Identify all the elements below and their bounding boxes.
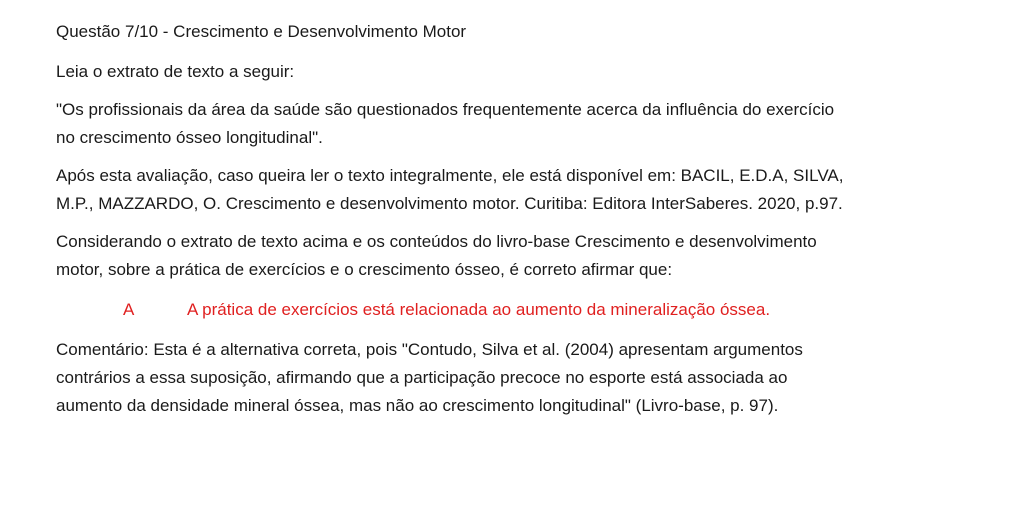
answer-option: [56, 296, 856, 324]
document-page: [56, 18, 856, 430]
answer-letter: A: [123, 300, 135, 319]
quote-text: "Os profissionais da área da saúde são questionados frequentemente acerca da influência do exercício no crescimento ósseo longitudinal".: [56, 100, 835, 147]
comment-text: Comentário: Esta é a alternativa correta, pois "Contudo, Silva et al. (2004) apresentam argumentos contrários a essa suposição, afirmando que a participação precoce no esporte está associada ao aumento da densidade mineral óssea, mas não ao crescimento longitudinal" (Livro-base, p. 97).: [56, 340, 803, 415]
question-text: Considerando o extrato de texto acima e os conteúdos do livro-base Crescimento e desenvolvimento motor, sobre a prática de exercícios e o crescimento ósseo, é correto afirmar que:: [56, 232, 817, 279]
reference-text: Após esta avaliação, caso queira ler o texto integralmente, ele está disponível em: BACIL, E.D.A, SILVA, M.P., MAZZARDO, O. Crescimento e desenvolvimento motor. Curitiba: Editora InterSaberes. 2020, p.97.: [56, 166, 844, 213]
question-title: Questão 7/10 - Crescimento e Desenvolvimento Motor: [56, 22, 467, 41]
answer-text: A prática de exercícios está relacionada ao aumento da mineralização óssea.: [187, 300, 771, 319]
intro-text: Leia o extrato de texto a seguir:: [56, 62, 295, 81]
